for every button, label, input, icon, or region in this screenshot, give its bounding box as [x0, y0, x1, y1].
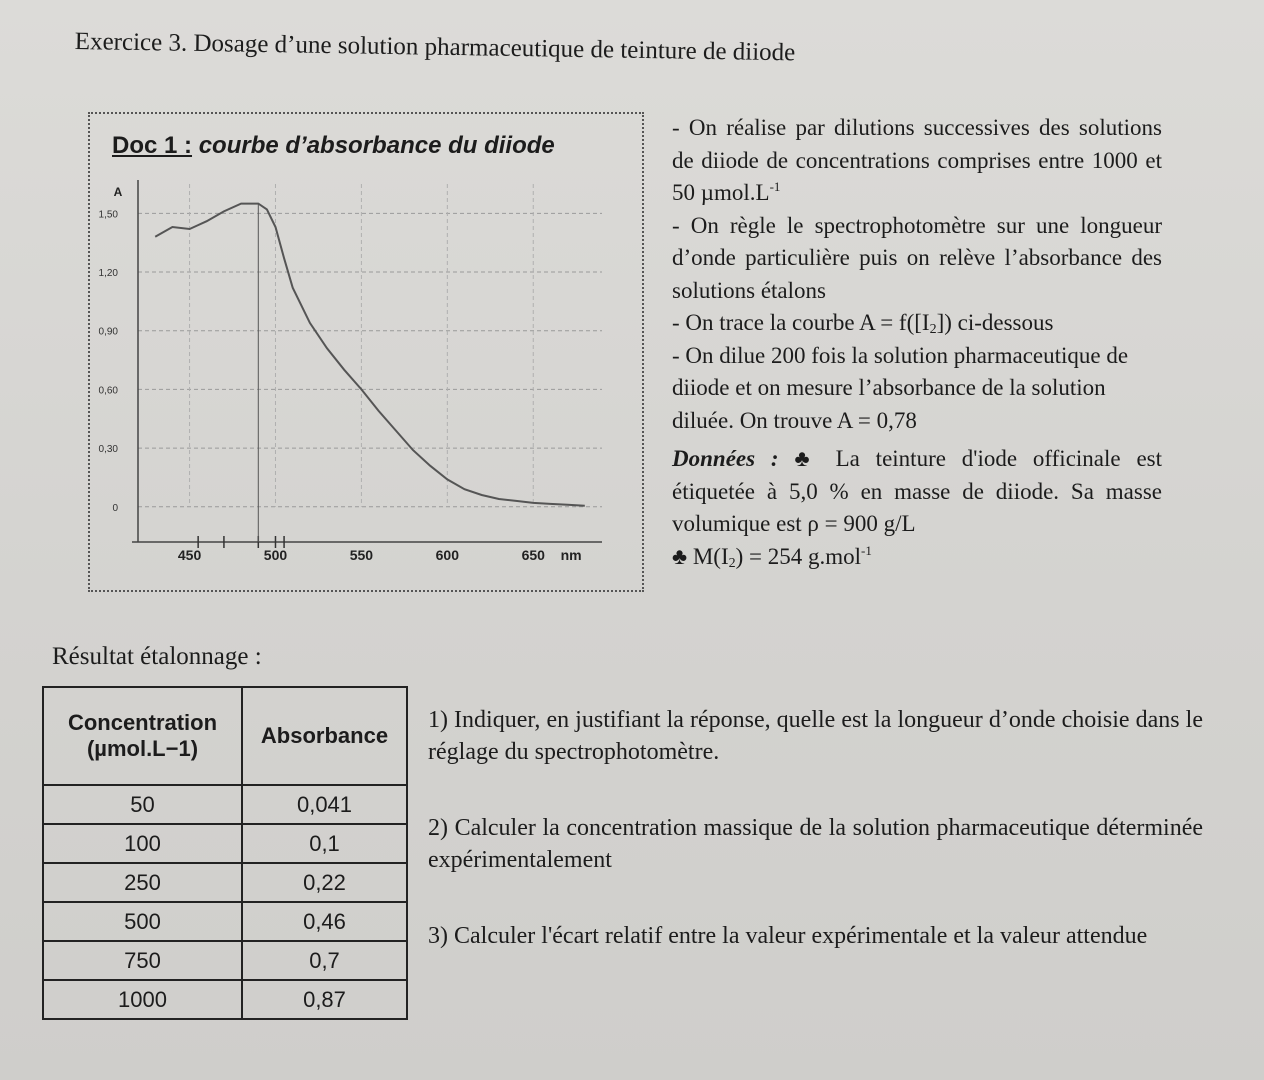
questions-block — [428, 704, 1203, 996]
x-tick-label: 650 — [521, 547, 545, 563]
y-tick-label: 0,60 — [98, 385, 118, 397]
data-given-2: ♣ $M(I_2) = 254$ g.mol$^{-1}$ — [672, 542, 872, 571]
y-tick-label: 1,20 — [98, 268, 118, 280]
y-tick-label: 0,30 — [98, 444, 118, 456]
absorbance-chart — [90, 114, 646, 594]
doc1-subtitle: courbe d’absorbance du diiode — [198, 132, 555, 159]
x-tick-label: 450 — [177, 547, 202, 563]
x-tick-label: 550 — [349, 547, 374, 563]
y-tick-label: 0 — [112, 502, 118, 514]
x-axis-unit-label: nm — [560, 547, 582, 563]
doc1-label: Doc 1 : — [112, 132, 193, 159]
club-icon: ♣ — [672, 543, 688, 569]
procedure-step-4: - On dilue 200 fois la solution pharmaceutique de diiode et on mesure l’absorbance de la solution diluée. On trouve A = 0,78 — [672, 342, 1129, 433]
header-absorbance: Absorbance — [242, 687, 407, 785]
x-tick-label: 600 — [435, 547, 460, 563]
procedure-step-1: - On réalise par dilutions successives des solutions de diiode de concentrations comprises entre 1000 et 50 $\mu mol.L^{-1}$ — [672, 115, 1162, 205]
table-row: 100 0,1 — [43, 824, 407, 863]
table-header-row — [43, 687, 407, 785]
club-icon: ♣ — [794, 446, 820, 471]
data-given-1: Données : ♣ La teinture d'iode officinale est étiquetée à 5,0 % en masse de diiode. Sa masse volumique est ρ = 900 g/L — [672, 446, 1163, 536]
doc1-box — [88, 112, 644, 592]
procedure-text — [672, 112, 1162, 573]
absorbance-curve — [155, 204, 585, 506]
table-row: 750 0,7 — [43, 941, 407, 980]
calibration-result-label: Résultat étalonnage : — [52, 643, 262, 670]
calibration-table — [42, 686, 408, 1020]
table-row: 500 0,46 — [43, 902, 407, 941]
procedure-step-2: - On règle le spectrophotomètre sur une longueur d’onde particulière puis on relève l’absorbance des solutions étalons — [672, 212, 1162, 303]
exercise-title: Exercice 3. Dosage d’une solution pharmaceutique de teinture de diiode — [74, 28, 796, 67]
procedure-step-3: - On trace la courbe $A = f([I_2])$ ci-dessous — [672, 310, 1054, 337]
y-tick-label: 1,50 — [98, 209, 118, 221]
question-1: 1) Indiquer, en justifiant la réponse, quelle est la longueur d’onde choisie dans le réglage du spectrophotomètre. — [428, 707, 1203, 765]
header-concentration: Concentration (µmol.L−1) — [43, 687, 242, 785]
table-row: 1000 0,87 — [43, 980, 407, 1019]
table-row: 250 0,22 — [43, 863, 407, 902]
donnees-label: Données : — [672, 446, 779, 471]
table-row: 50 0,041 — [43, 785, 407, 824]
question-3: 3) Calculer l'écart relatif entre la valeur expérimentale et la valeur attendue — [428, 923, 1148, 949]
y-tick-label: 0,90 — [98, 326, 118, 338]
question-2: 2) Calculer la concentration massique de la solution pharmaceutique déterminée expérimentalement — [428, 815, 1203, 873]
y-axis-label: A — [113, 185, 123, 199]
x-tick-label: 500 — [263, 547, 288, 563]
